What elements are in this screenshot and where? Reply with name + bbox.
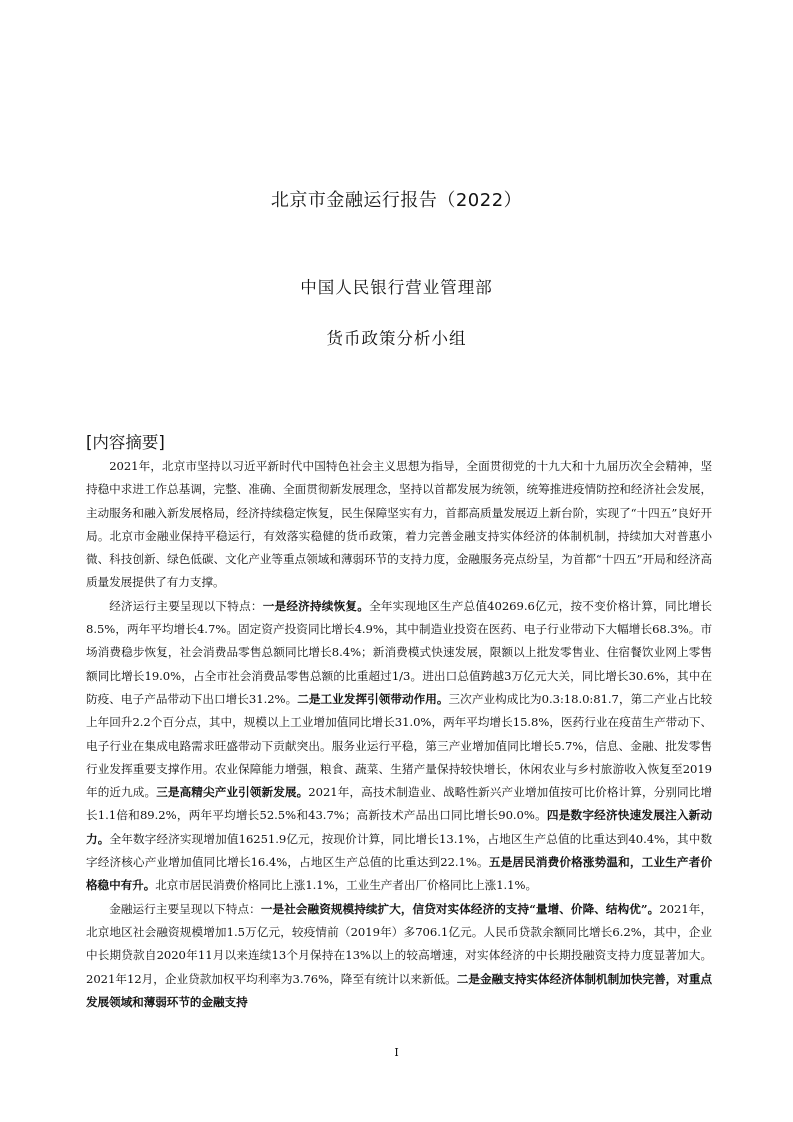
paragraph-overview: 2021年，北京市坚持以习近平新时代中国特色社会主义思想为指导，全面贯彻党的十九大和十九届历次全会精神，坚持稳中求进工作总基调，完整、准确、全面贯彻新发展理念，坚持以首都发展为统领，统筹推进疫情防控和经济社会发展，主动服务和融入新发展格局，经济持续稳定恢复，民生保障坚实有力，首都高质量发展迈上新台阶，实现了“十四五”良好开局。北京市金融业保持平稳运行，有效落实稳健的货币政策，着力完善金融支持实体经济的体制机制，持续加大对普惠小微、科技创新、绿色低碳、文化产业等重点领域和薄弱环节的支持力度，金融服务亮点纷呈，为首都“十四五”开局和经济高质量发展提供了有力支撑。	[86, 459, 712, 590]
text-segment: 经济运行主要呈现以下特点：	[109, 598, 263, 613]
text-segment: 2021年，高技术制造业、战略性新兴产业增加值按可比价格计算，分别同比增长1.1倍和89.2%，两年平均增长52.5%和43.7%；高新技术产品出口同比增长90.0%。	[86, 785, 712, 823]
bold-point: 四是数字经济快速发展注入新动力。	[86, 808, 712, 846]
organization-name: 中国人民银行营业管理部	[300, 278, 493, 297]
text-segment: 金融运行主要呈现以下特点：	[109, 901, 261, 916]
text-segment: 北京市居民消费价格同比上涨1.1%，工业生产者出厂价格同比上涨1.1%。	[155, 878, 538, 893]
paragraph-finance	[86, 898, 712, 1014]
bold-point: 二是金融支持实体经济体制机制加快完善，对重点发展领域和薄弱环节的金融支持	[86, 971, 713, 1009]
text-segment: 全年数字经济实现增加值16251.9亿元，按现价计算，同比增长13.1%，占地区生产总值的比重达到40.4%，其中数字经济核心产业增加值同比增长16.4%，占地区生产总值的比重达到22.1%。	[86, 831, 712, 870]
text-segment: 三次产业构成比为0.3:18.0:81.7，第二产业占比较上年回升2.2个百分点，其中，规模以上工业增加值同比增长31.0%，两年平均增长15.8%，医药行业在疫苗生产带动下、电子行业在集成电路需求旺盛带动下贡献突出。服务业运行平稳，第三产业增加值同比增长5.7%，信息、金融、批发零售行业发挥重要支撑作用。农业保障能力增强，粮食、蔬菜、生猪产量保持较快增长，休闲农业与乡村旅游收入恢复至2019年的近九成。	[86, 691, 712, 800]
report-title: 北京市金融运行报告（2022）	[270, 190, 523, 211]
text-segment: 全年实现地区生产总值40269.6亿元，按不变价格计算，同比增长8.5%，两年平均增长4.7%。固定资产投资同比增长4.9%，其中制造业投资在医药、电子行业带动下大幅增长68.3%。市场消费稳步恢复，社会消费品零售总额同比增长8.4%；新消费模式快速发展，限额以上批发零售业、住宿餐饮业网上零售额同比增长19.0%，占全市社会消费品零售总额的比重超过1/3。进出口总值跨越3万亿元大关，同比增长30.6%，其中在防疫、电子产品带动下出口增长31.2%。	[86, 598, 712, 706]
bold-point: 一是社会融资规模持续扩大，信贷对实体经济的支持“量增、价降、结构优”。	[260, 901, 660, 916]
bold-point: 一是经济持续恢复。	[262, 598, 370, 613]
bold-point: 二是工业发挥引领带动作用。	[297, 691, 449, 706]
abstract-body	[86, 455, 712, 1014]
group-name: 货币政策分析小组	[326, 329, 467, 348]
bold-point: 五是居民消费价格涨势温和，工业生产者价格稳中有升。	[86, 855, 712, 893]
bold-point: 三是高精尖产业引领新发展。	[156, 785, 309, 800]
paragraph-economy	[86, 595, 712, 898]
abstract-heading: [内容摘要]	[86, 433, 165, 452]
page-number: I	[394, 1046, 399, 1059]
text-segment: 2021年，北京地区社会融资规模增加1.5万亿元，较疫情前（2019年）多706.1亿元。人民币贷款余额同比增长6.2%，其中，企业中长期贷款自2020年11月以来连续13个月保持在13%以上的较高增速，对实体经济的中长期投融资支持力度显著加大。2021年12月，企业贷款加权平均利率为3.76%，降至有统计以来新低。	[86, 901, 712, 986]
